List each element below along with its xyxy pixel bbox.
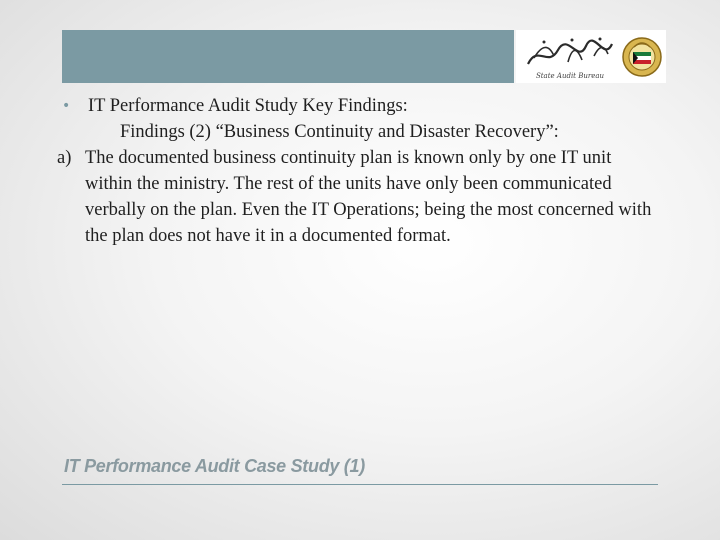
findings-subtitle: Findings (2) “Business Continuity and Disaster Recovery”: xyxy=(120,122,559,142)
arabic-calligraphy-logo xyxy=(524,34,616,74)
logo-caption: State Audit Bureau xyxy=(535,72,605,80)
footer-divider xyxy=(62,484,658,485)
item-text: The documented business continuity plan is known only by one IT unit within the ministry. The rest of the units have only been communicated verbally on the plan. Even the IT Operations; being the most concerned with the plan does not have it in a documented format. xyxy=(85,148,652,246)
title-bar xyxy=(62,30,514,83)
item-label: a) xyxy=(57,148,72,168)
slide-content xyxy=(57,93,662,249)
state-emblem-icon xyxy=(620,35,664,79)
finding-item xyxy=(57,145,657,249)
logo-area xyxy=(516,30,666,83)
bullet-text: IT Performance Audit Study Key Findings: xyxy=(88,96,408,116)
bullet-icon: • xyxy=(62,98,71,114)
bullet-heading xyxy=(62,93,662,119)
footer-title: IT Performance Audit Case Study (1) xyxy=(64,456,365,476)
